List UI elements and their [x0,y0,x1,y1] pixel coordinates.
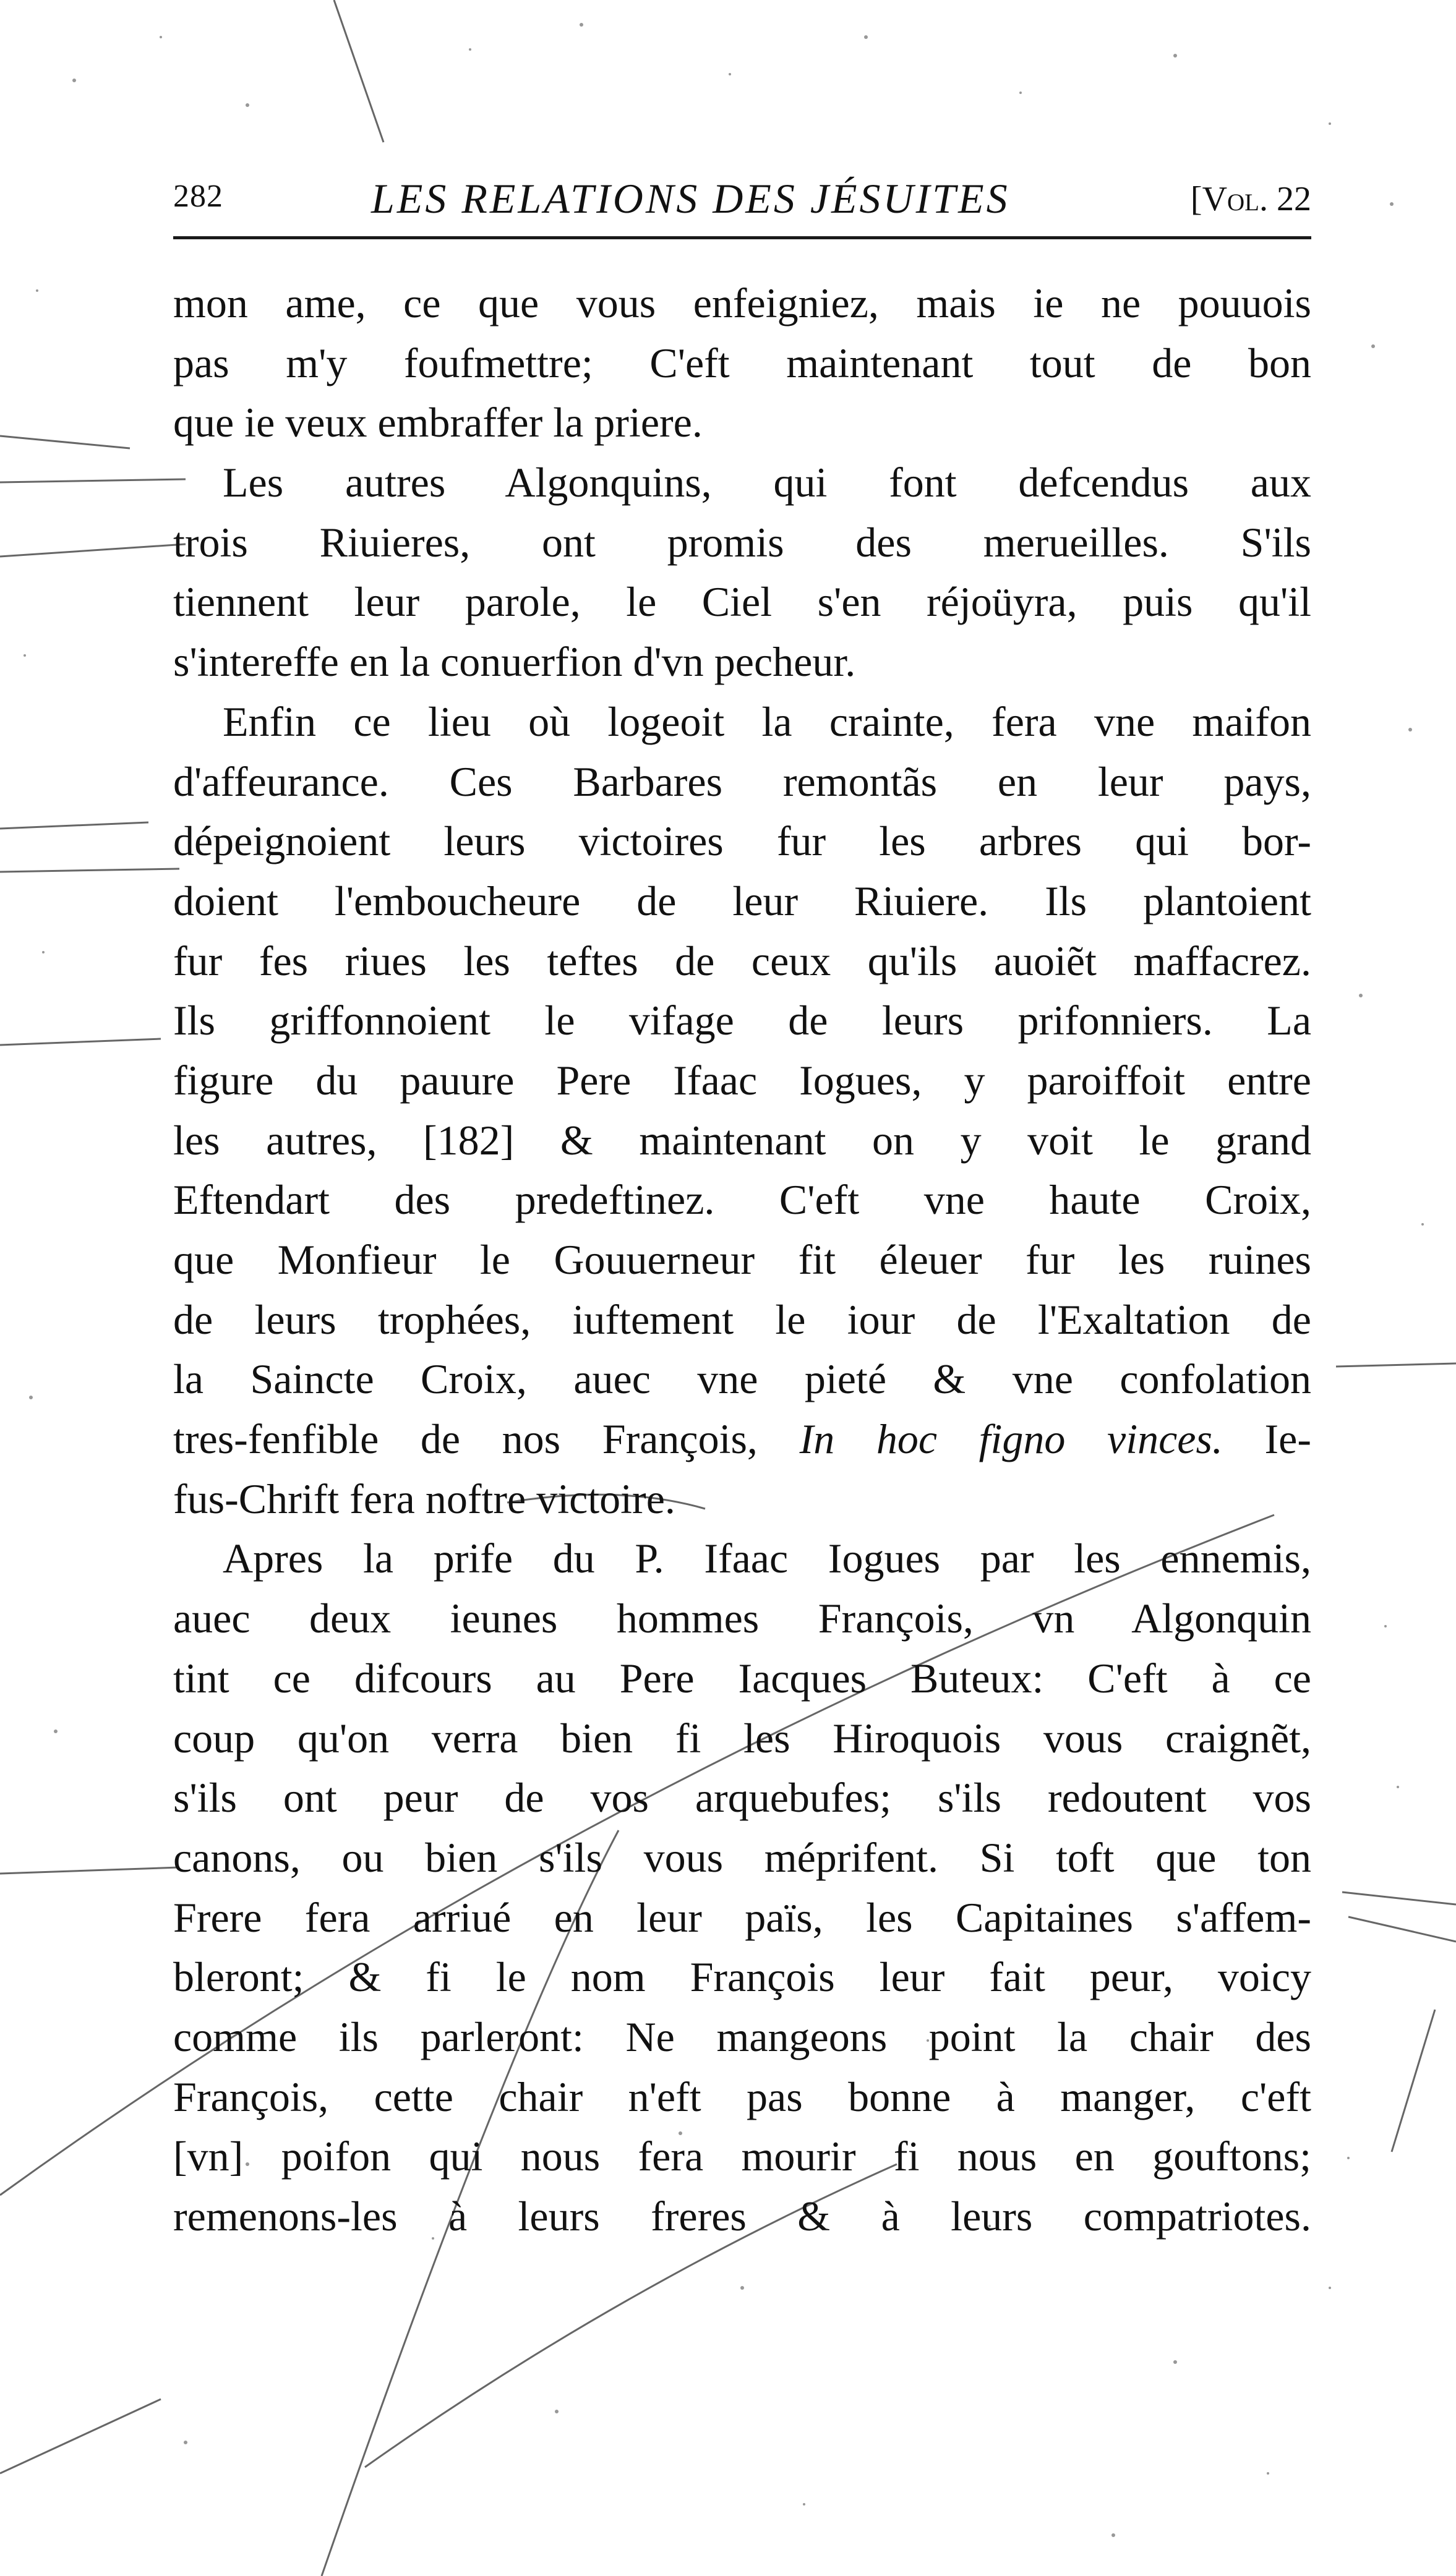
text-line-content: Ils griffonnoient le vifage de leurs prifonniers. La [173,997,1311,1044]
text-line [173,393,1311,453]
latin-motto: In hoc figno vinces. [799,1415,1223,1463]
text-line-content: comme ils parleront: Ne mangeons point la chair des [173,2013,1311,2060]
text-line [173,2126,1311,2186]
text-line-content: remenons-les à leurs freres & à leurs compatriotes. [173,2193,1311,2240]
text-line-content: que Monfieur le Gouuerneur fit éleuer fur les ruines [173,1236,1311,1283]
text-line-content: s'ils ont peur de vos arquebufes; s'ils redoutent vos [173,1774,1311,1822]
scan-crack-line [0,822,148,829]
text-line-content: trois Riuieres, ont promis des merueilles. S'ils [173,518,1311,566]
scan-crack-line [0,869,179,872]
text-line [173,333,1311,393]
text-line-content: doient l'emboucheure de leur Riuiere. Ils plantoient [173,877,1311,924]
text-line-content: coup qu'on verra bien fi les Hiroquois vous craignẽt, [173,1714,1311,1762]
text-line [173,1409,1311,1469]
text-line [173,1828,1311,1888]
text-line [173,1051,1311,1111]
scan-crack-line [1348,1917,1456,1942]
scan-crack-line [0,479,186,482]
volume-label: [Vol. [1190,180,1268,218]
text-line-content: fur fes riues les teftes de ceux qu'ils auoiẽt maffacrez. [173,937,1311,984]
text-line-content: les autres, [182] & maintenant on y voit le grand [173,1116,1311,1164]
text-line [173,1111,1311,1171]
text-line-content: [vn] poifon qui nous fera mourir fi nous en gouftons; [173,2133,1311,2180]
text-line-content: d'affeurance. Ces Barbares remontãs en leur pays, [173,757,1311,805]
text-line-content: fus-Chrift fera noftre victoire. [173,1475,675,1522]
text-line-content: Eftendart des predeftinez. C'eft vne haute Croix, [173,1176,1311,1224]
scan-crack-line [334,0,383,142]
text-line [173,871,1311,931]
text-line [173,513,1311,573]
text-line-content: Frere fera arriué en leur païs, les Capitaines s'affem- [173,1893,1311,1941]
text-line [173,632,1311,692]
text-line-content: Les autres Algonquins, qui font defcendus aux [223,459,1311,506]
scan-crack-line [0,436,130,448]
volume-number: 22 [1277,180,1311,218]
text-line [173,1230,1311,1290]
text-line [173,273,1311,333]
text-line [173,1708,1311,1768]
text-line-content: de leurs trophées, iuftement le iour de l'Exaltation de [173,1295,1311,1343]
text-line-content: tint ce difcours au Pere Iacques Buteux: C'eft à ce [173,1654,1311,1702]
text-line [173,1290,1311,1350]
text-line [173,1648,1311,1708]
text-line-content: auec deux ieunes hommes François, vn Algonquin [173,1595,1311,1642]
text-line-content: s'intereffe en la conuerfion d'vn pecheur. [173,638,856,686]
scan-crack-line [1392,2010,1435,2152]
text-line [173,991,1311,1051]
page-header [173,174,1311,239]
body-text [173,273,1311,2246]
text-line [173,1349,1311,1409]
text-line [173,811,1311,871]
text-line [173,2067,1311,2127]
text-line-content: mon ame, ce que vous enfeigniez, mais ie ne pouuois [173,279,1311,326]
text-line [173,1529,1311,1589]
text-line [173,1170,1311,1230]
text-line-content: tiennent leur parole, le Ciel s'en réjoüyra, puis qu'il [173,578,1311,626]
text-line-continuation: Ie- [1222,1415,1312,1463]
text-line [173,931,1311,991]
text-line-content: Apres la prife du P. Ifaac Iogues par les ennemis, [223,1535,1311,1582]
scan-crack-line [0,1039,161,1045]
text-line [173,1589,1311,1648]
scan-crack-line [0,544,186,557]
page-number: 282 [173,179,223,214]
text-line-content: figure du pauure Pere Ifaac Iogues, y paroiffoit entre [173,1056,1311,1104]
text-line [173,2186,1311,2246]
text-line [173,2007,1311,2067]
text-line-content: pas m'y foufmettre; C'eft maintenant tout de bon [173,339,1311,386]
scan-crack-line [1342,1892,1456,1904]
text-line-content: que ie veux embraffer la priere. [173,399,703,446]
text-line [173,1768,1311,1828]
text-line-content: la Saincte Croix, auec vne pieté & vne confolation [173,1355,1311,1403]
text-line-content: bleront; & fi le nom François leur fait peur, voicy [173,1953,1311,2001]
text-line [173,692,1311,752]
text-line-content: Enfin ce lieu où logeoit la crainte, fera vne maifon [223,697,1311,745]
text-line-content: tres-fenfible de nos François, [173,1415,758,1463]
text-line [173,453,1311,513]
scan-crack-line [1336,1363,1456,1367]
text-line [173,572,1311,632]
text-line-content: François, cette chair n'eft pas bonne à manger, c'eft [173,2073,1311,2120]
text-line [173,1888,1311,1948]
scan-crack-line [0,1867,179,1874]
text-line-content: canons, ou bien s'ils vous méprifent. Si toft que ton [173,1833,1311,1881]
text-line [173,1469,1311,1529]
running-title: LES RELATIONS DES JÉSUITES [371,175,1010,222]
text-line [173,1947,1311,2007]
scan-crack-line [0,2399,161,2473]
text-line [173,752,1311,812]
volume-indicator [1191,179,1311,219]
text-line-content: dépeignoient leurs victoires fur les arbres qui bor- [173,817,1311,865]
